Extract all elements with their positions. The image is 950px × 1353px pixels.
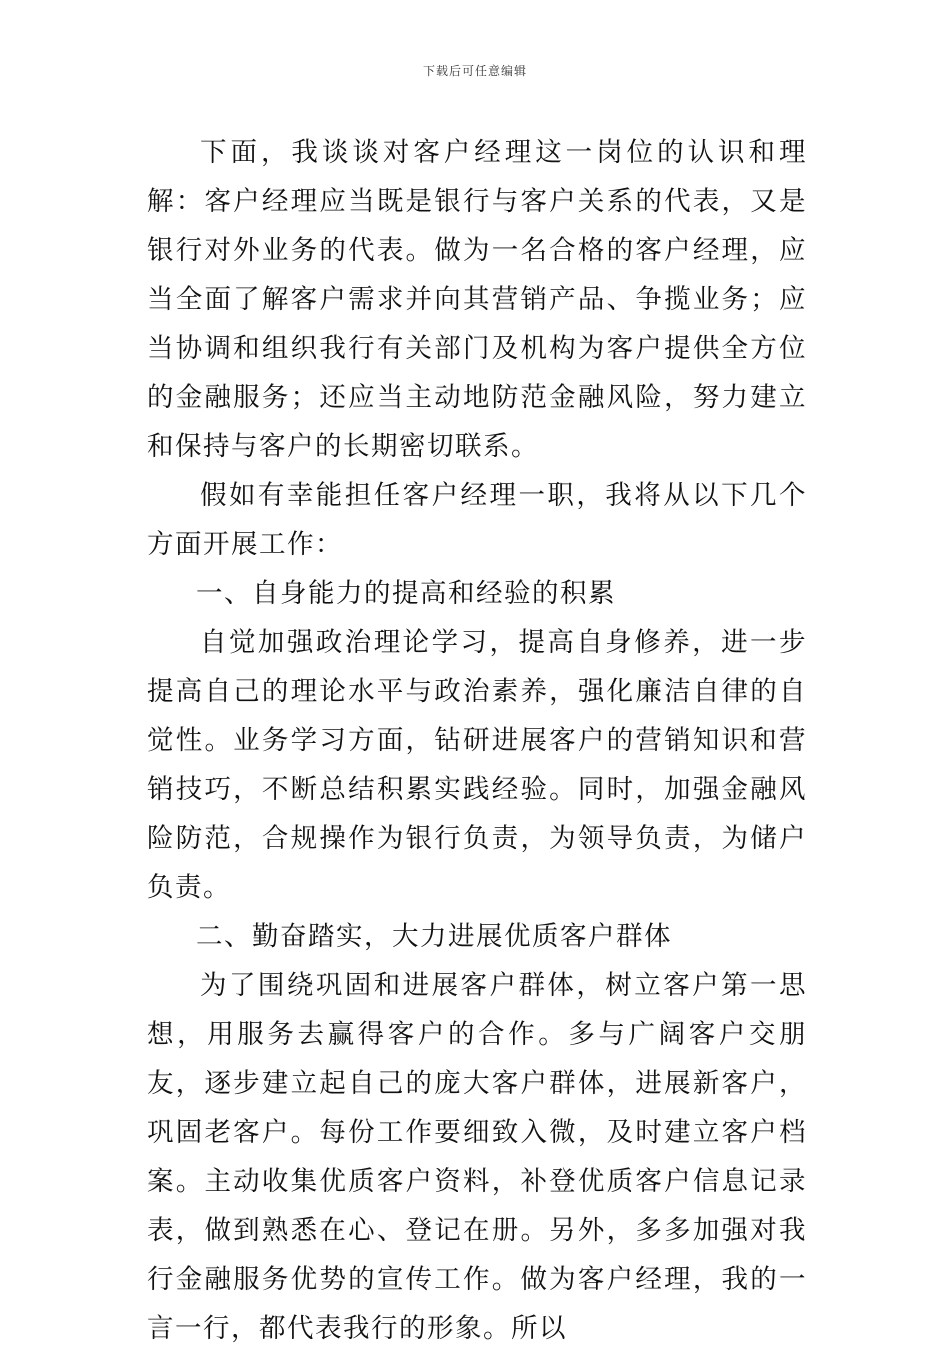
paragraph-role-understanding: 下面，我谈谈对客户经理这一岗位的认识和理解：客户经理应当既是银行与客户关系的代表，又是银行对外业务的代表。做为一名合格的客户经理，应当全面了解客户需求并向其营销产品、争揽业务；应当协调和组织我行有关部门及机构为客户提供全方位的金融服务；还应当主动地防范金融风险，努力建立和保持与客户的长期密切联系。 [147, 137, 807, 462]
paragraph-customer-development: 为了围绕巩固和进展客户群体，树立客户第一思想，用服务去赢得客户的合作。多与广阔客户交朋友，逐步建立起自己的庞大客户群体，进展新客户，巩固老客户。每份工作要细致入微，及时建立客户档案。主动收集优质客户资料，补登优质客户信息记录表，做到熟悉在心、登记在册。另外，多多加强对我行金融服务优势的宣传工作。做为客户经理，我的一言一行，都代表我行的形象。所以 [147, 970, 807, 1344]
paragraph-work-plan-intro: 假如有幸能担任客户经理一职，我将从以下几个方面开展工作： [147, 480, 807, 560]
page-header-note: 下载后可任意编辑 [422, 64, 527, 78]
section-heading-1: 一、自身能力的提高和经验的积累 [196, 578, 617, 609]
document-body [147, 128, 807, 1353]
section-heading-2: 二、勤奋踏实，大力进展优质客户群体 [196, 921, 673, 952]
paragraph-self-improvement: 自觉加强政治理论学习，提高自身修养，进一步提高自己的理论水平与政治素养，强化廉洁自律的自觉性。业务学习方面，钻研进展客户的营销知识和营销技巧，不断总结积累实践经验。同时，加强金融风险防范，合规操作为银行负责，为领导负责，为储户负责。 [147, 627, 807, 903]
